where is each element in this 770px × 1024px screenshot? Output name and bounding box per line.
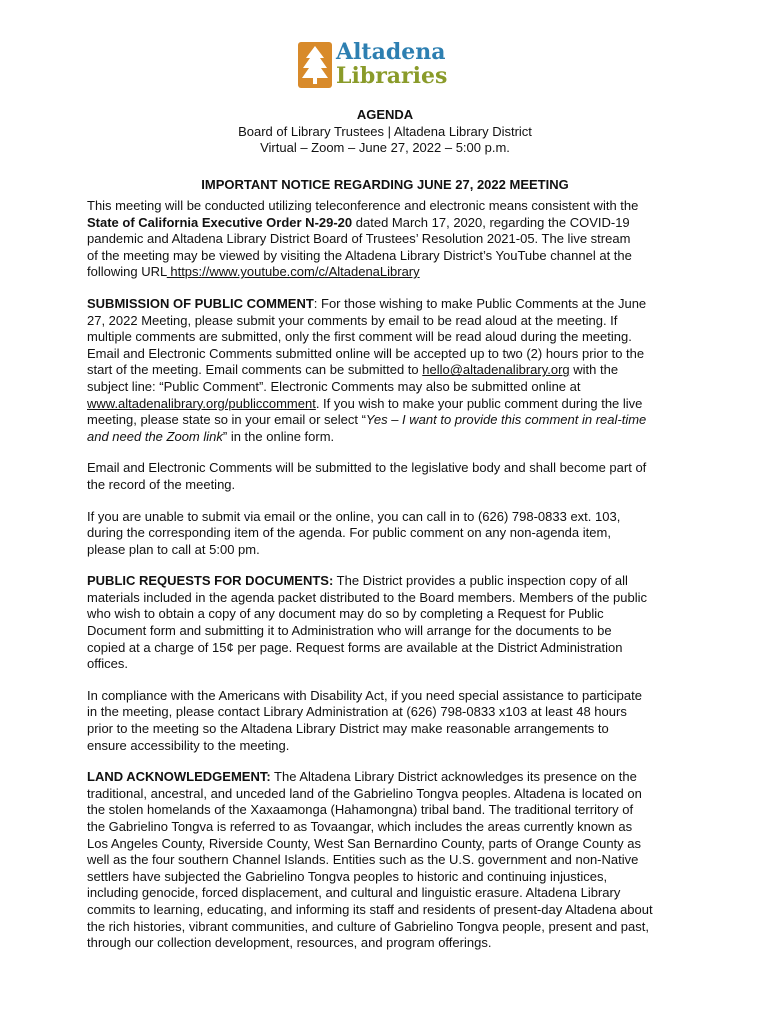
paragraph-public-documents [87, 573, 687, 673]
text-line [87, 769, 687, 786]
public-comment-link[interactable]: www.altadenalibrary.org/publiccomment [87, 395, 316, 411]
tree-logo-icon [298, 42, 332, 88]
agenda-title: AGENDA [356, 107, 414, 122]
agenda-body [87, 198, 687, 967]
text-line: commits to learning, educating, and informing its staff and residents of present-day Altadena about [87, 901, 653, 917]
text-line [87, 264, 687, 281]
text-line [87, 362, 687, 379]
text-line: subject line: “Public Comment”. Electronic Comments may also be submitted online at [87, 378, 581, 394]
text-line: well as the four southern Channel Islands. Entities such as the U.S. government and non-Native [87, 852, 639, 868]
logo-text-altadena: Altadena [336, 39, 446, 65]
paragraph-public-comment [87, 296, 687, 445]
text-line: multiple comments are submitted, only the first comment will be read aloud during the meeting. [87, 329, 632, 345]
text-line: This meeting will be conducted utilizing teleconference and electronic means consistent with the [87, 198, 639, 213]
text-line: Email and Electronic Comments submitted online will be accepted up to two (2) hours prior to the [87, 345, 645, 361]
paragraph-ada [87, 688, 687, 754]
text-span: : For those wishing to make Public Comments at the June [313, 295, 647, 311]
text-line: If you are unable to submit via email or the online, you can call in to (626) 798-0833 ext. 103, [87, 508, 621, 524]
text-line: including genocide, forced displacement, and cultural and linguistic erasure. Altadena Library [87, 885, 621, 901]
text-line: in the meeting, please contact Library Administration at (626) 798-0833 x103 at least 48 hours [87, 704, 627, 720]
text-line: please plan to call at 5:00 pm. [87, 541, 260, 557]
text-line [87, 296, 687, 313]
text-line [87, 396, 687, 413]
paragraph-record [87, 460, 687, 493]
text-line: materials included in the agenda packet distributed to the Board members. Members of the public [87, 589, 648, 605]
text-line: prior to the meeting so the Altadena Library District may make reasonable arrangements to [87, 721, 609, 737]
text-span: meeting, please state so in your email or select “ [87, 412, 366, 428]
text-line [87, 215, 687, 232]
text-line: offices. [87, 656, 128, 672]
text-span: The Altadena Library District acknowledges its presence on the [270, 769, 637, 785]
text-line: the stolen homelands of the Xaxaamonga (Hahamongna) tribal band. The traditional territory of [87, 802, 634, 818]
text-line: during the corresponding item of the agenda. For public comment on any non-agenda item, [87, 525, 611, 541]
text-line: the record of the meeting. [87, 476, 236, 492]
executive-order-text: State of California Executive Order N-29-20 [87, 214, 353, 230]
text-line: who wish to obtain a copy of any document may do so by completing a Request for Public [87, 606, 604, 622]
section-heading: PUBLIC REQUESTS FOR DOCUMENTS: [87, 573, 334, 589]
altadena-libraries-logo [298, 39, 478, 94]
italic-option-text: and need the Zoom link [87, 428, 223, 444]
text-line: the rich histories, vibrant communities, and culture of Gabrielino Tongva people, present and past, [87, 918, 649, 934]
section-heading: LAND ACKNOWLEDGEMENT: [87, 769, 271, 785]
text-line: through our collection development, resources, and program offerings. [87, 935, 492, 951]
paragraph-land-acknowledgement [87, 769, 687, 952]
text-line: settlers have subjected the Gabrielino Tongva peoples to historic and continuing injustices, [87, 868, 608, 884]
text-line: Email and Electronic Comments will be submitted to the legislative body and shall become part of [87, 460, 647, 476]
text-line: Los Angeles County, Riverside County, West San Bernardino County, parts of Orange County as [87, 835, 641, 851]
text-line: In compliance with the Americans with Disability Act, if you need special assistance to participate [87, 687, 642, 703]
text-line: of the meeting may be viewed by visiting the Altadena Library District’s YouTube channel at the [87, 247, 632, 263]
text-span: ” in the online form. [222, 428, 335, 444]
meeting-info: Virtual – Zoom – June 27, 2022 – 5:00 p.m. [260, 140, 510, 155]
text-span: The District provides a public inspection copy of all [333, 573, 628, 589]
agenda-header [0, 107, 770, 157]
section-heading: SUBMISSION OF PUBLIC COMMENT [87, 295, 314, 311]
text-line: copied at a charge of 15¢ per page. Request forms are available at the District Administration [87, 639, 623, 655]
text-line: 27, 2022 Meeting, please submit your comments by email to be read aloud at the meeting. If [87, 312, 618, 328]
text-line: ensure accessibility to the meeting. [87, 737, 290, 753]
text-span: dated March 17, 2020, regarding the COVID-19 [352, 214, 630, 230]
paragraph-teleconference [87, 198, 687, 281]
text-span: . If you wish to make your public comment during the live [315, 395, 643, 411]
text-line: pandemic and Altadena Library District Board of Trustees’ Resolution 2021-05. The live stream [87, 231, 631, 247]
text-line: the Gabrielino Tongva is referred to as Tovaangar, which includes the areas currently known as [87, 819, 633, 834]
email-link[interactable]: hello@altadenalibrary.org [422, 362, 570, 378]
text-span: start of the meeting. Email comments can be submitted to [87, 362, 423, 378]
paragraph-call-in [87, 509, 687, 559]
youtube-link[interactable]: https://www.youtube.com/c/AltadenaLibrary [166, 264, 420, 280]
logo-text-libraries: Libraries [336, 63, 448, 89]
text-line: Document form and submitting it to Administration who will arrange for the documents to be [87, 623, 612, 639]
italic-option-text: Yes – I want to provide this comment in real-time [365, 412, 647, 428]
important-notice-heading: IMPORTANT NOTICE REGARDING JUNE 27, 2022 MEETING [201, 177, 569, 192]
text-line: traditional, ancestral, and unceded land of the Gabrielino Tongva peoples. Altadena is located on [87, 785, 642, 801]
text-span: with the [569, 362, 619, 378]
text-line [87, 429, 687, 446]
text-line [87, 412, 687, 429]
board-subtitle: Board of Library Trustees | Altadena Library District [238, 123, 532, 139]
text-span: following URL [87, 264, 167, 280]
text-line [87, 573, 687, 590]
